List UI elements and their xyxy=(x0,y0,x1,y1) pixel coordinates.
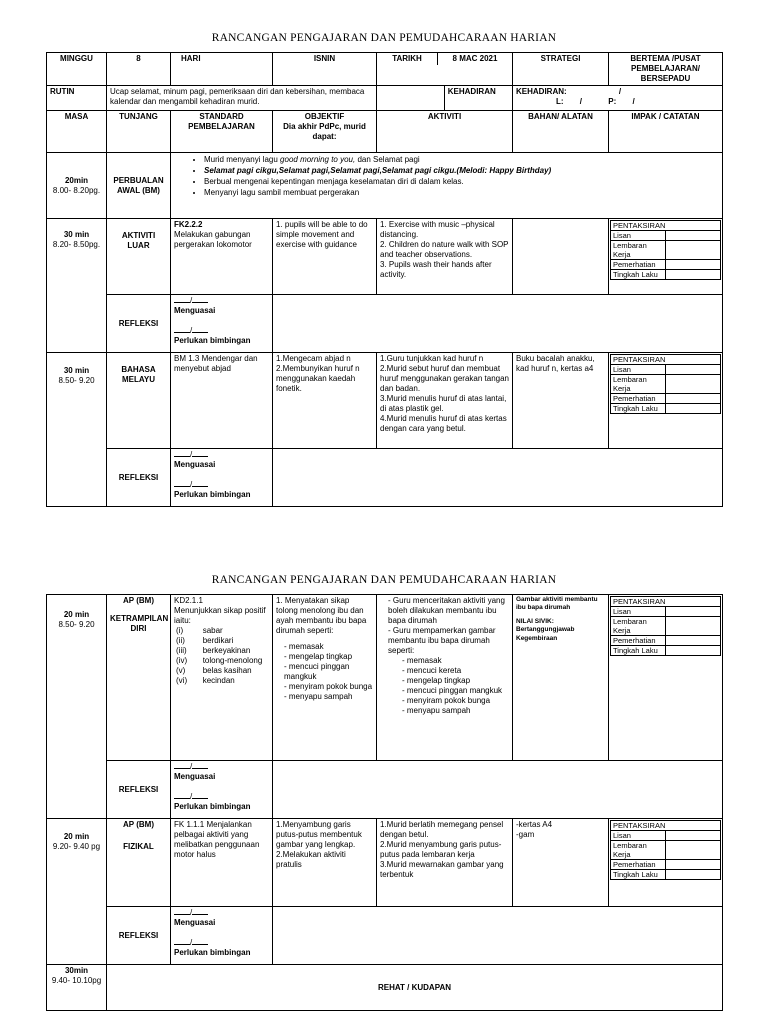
bm-tunjang: BAHASA MELAYU xyxy=(107,353,171,449)
refleksi-label: REFLEKSI xyxy=(107,761,171,819)
rehat-time: 30min 9.40- 10.10pg xyxy=(47,965,107,1011)
perbualan-item: • Berbual mengenai kepentingan menjaga keselamatan diri di dalam kelas. xyxy=(204,177,719,187)
bm-assessment: PENTAKSIRAN Lisan Lembaran Kerja Pemerhatian Tingkah Laku xyxy=(609,353,723,449)
rehat-label: REHAT / KUDAPAN xyxy=(107,965,723,1011)
bm-standard: BM 1.3 Mendengar dan menyebut abjad xyxy=(171,353,273,449)
luar-standard: FK2.2.2 Melakukan gabungan pergerakan lokomotor xyxy=(171,219,273,295)
bm-objektif: 1.Mengecam abjad n 2.Membunyikan huruf n menggunakan kaedah fonetik. xyxy=(273,353,377,449)
hari-label: HARI xyxy=(171,53,273,86)
ap2-standard: FK 1.1.1 Menjalankan pelbagai aktiviti yang melibatkan penggunaan motor halus xyxy=(171,819,273,907)
minggu-value: 8 xyxy=(107,53,171,86)
ap1-aktiviti: - Guru menceritakan aktiviti yang boleh dilakukan membantu ibu bapa dirumah - Guru mempamerkan gambar membantu ibu bapa dirumah seperti: - memasak - mencuci kereta - mengelap tingkap - mencuci pinggan mangkuk - menyiram pokok bunga - menyapu sampah xyxy=(377,595,513,761)
lesson-plan-table-1 xyxy=(46,52,723,507)
page-title-2: RANCANGAN PENGAJARAN DAN PEMUDAHCARAAN HARIAN xyxy=(211,574,557,586)
tarikh-label: TARIKH xyxy=(377,53,438,65)
col-aktiviti: AKTIVITI xyxy=(377,111,513,153)
refleksi-box: / Menguasai / Perlukan bimbingan xyxy=(171,907,273,965)
luar-time: 30 min 8.20- 8.50pg. xyxy=(47,219,107,353)
luar-aktiviti: 1. Exercise with music –physical distancing. 2. Children do nature walk with SOP and teacher observations. 3. Pupils wash their hands after activity. xyxy=(377,219,513,295)
kehadiran-box: KEHADIRAN: / L: / P: / xyxy=(513,86,723,111)
ap2-tunjang: AP (BM) FIZIKAL xyxy=(107,819,171,907)
refleksi-box: / Menguasai / Perlukan bimbingan xyxy=(171,449,273,507)
page-title: RANCANGAN PENGAJARAN DAN PEMUDAHCARAAN HARIAN xyxy=(211,32,557,44)
ap1-bahan: Gambar aktiviti membantu ibu bapa dirumah NILAI SIVIK: Bertanggungjawab Kegembiraan xyxy=(513,595,609,761)
ap2-time: 20 min 9.20- 9.40 pg xyxy=(47,819,107,965)
col-tunjang: TUNJANG xyxy=(107,111,171,153)
luar-bahan xyxy=(513,219,609,295)
rutin-text: Ucap selamat, minum pagi, pemeriksaan diri dan kebersihan, membaca kalendar dan mengambil kehadiran murid. xyxy=(107,86,377,111)
ap1-assessment: PENTAKSIRAN Lisan Lembaran Kerja Pemerhatian Tingkah Laku xyxy=(609,595,723,761)
ap1-tunjang: AP (BM) KETRAMPILAN DIRI xyxy=(107,595,171,761)
perbualan-activities xyxy=(171,153,723,219)
perbualan-item: • Selamat pagi cikgu,Selamat pagi,Selamat pagi,Selamat pagi cikgu.(Melodi: Happy Birthday) xyxy=(204,166,719,176)
lesson-plan-table-2 xyxy=(46,594,723,1011)
luar-assessment: PENTAKSIRAN Lisan Lembaran Kerja Pemerhatian Tingkah Laku xyxy=(609,219,723,295)
rutin-label: RUTIN xyxy=(47,86,107,111)
luar-objektif: 1. pupils will be able to do simple movement and exercise with guidance xyxy=(273,219,377,295)
refleksi-box: / Menguasai / Perlukan bimbingan xyxy=(171,295,273,353)
col-standard: STANDARD PEMBELAJARAN xyxy=(171,111,273,153)
refleksi-label: REFLEKSI xyxy=(107,295,171,353)
ap2-bahan: -kertas A4 -gam xyxy=(513,819,609,907)
col-masa: MASA xyxy=(47,111,107,153)
perbualan-tunjang: PERBUALAN AWAL (BM) xyxy=(107,153,171,219)
perbualan-item: • Murid menyanyi lagu good morning to you, dan Selamat pagi xyxy=(204,155,719,165)
bm-time: 30 min 8.50- 9.20 xyxy=(47,353,107,507)
col-objektif: OBJEKTIF Dia akhir PdPc, murid dapat: xyxy=(273,111,377,153)
minggu-label: MINGGU xyxy=(47,53,107,86)
hari-value: ISNIN xyxy=(273,53,377,86)
kehadiran-label: KEHADIRAN xyxy=(444,86,512,110)
strategi-value: BERTEMA /PUSAT PEMBELAJARAN/ BERSEPADU xyxy=(609,53,723,86)
refleksi-box: / Menguasai / Perlukan bimbingan xyxy=(171,761,273,819)
perbualan-item: • Menyanyi lagu sambil membuat pergerakan xyxy=(204,188,719,198)
ap1-objektif: 1. Menyatakan sikap tolong menolong ibu dan ayah membantu ibu bapa dirumah seperti: - memasak - mengelap tingkap - mencuci pinggan mangkuk - menyiram pokok bunga - menyapu sampah xyxy=(273,595,377,761)
col-impak: IMPAK / CATATAN xyxy=(609,111,723,153)
bm-bahan: Buku bacalah anakku, kad huruf n, kertas a4 xyxy=(513,353,609,449)
luar-tunjang: AKTIVITI LUAR xyxy=(107,219,171,295)
ap2-assessment: PENTAKSIRAN Lisan Lembaran Kerja Pemerhatian Tingkah Laku xyxy=(609,819,723,907)
refleksi-label: REFLEKSI xyxy=(107,907,171,965)
ap2-objektif: 1.Menyambung garis putus-putus membentuk gambar yang lengkap. 2.Melakukan aktiviti pratulis xyxy=(273,819,377,907)
tarikh-value: 8 MAC 2021 xyxy=(452,54,498,63)
ap1-standard: KD2.1.1 Menunjukkan sikap positif iaitu: (i) sabar (ii) berdikari (iii) berkeyakinan (iv) tolong-menolong (v) belas kasihan (vi) kecindan xyxy=(171,595,273,761)
refleksi-label: REFLEKSI xyxy=(107,449,171,507)
col-bahan: BAHAN/ ALATAN xyxy=(513,111,609,153)
bm-aktiviti: 1.Guru tunjukkan kad huruf n 2.Murid sebut huruf dan membuat huruf menggunakan gerakan tangan dan badan. 3.Murid menulis huruf di atas lantai, di atas plastik gel. 4.Murid menulis huruf di atas kertas dengan cara yang betul. xyxy=(377,353,513,449)
perbualan-time: 20min 8.00- 8.20pg. xyxy=(47,153,107,219)
strategi-label: STRATEGI xyxy=(513,53,609,86)
ap2-aktiviti: 1.Murid berlatih memegang pensel dengan betul. 2.Murid menyambung garis putus-putus pada lembaran kerja 3.Murid mewarnakan gambar yang terbentuk xyxy=(377,819,513,907)
ap1-time: 20 min 8.50- 9.20 xyxy=(47,595,107,819)
